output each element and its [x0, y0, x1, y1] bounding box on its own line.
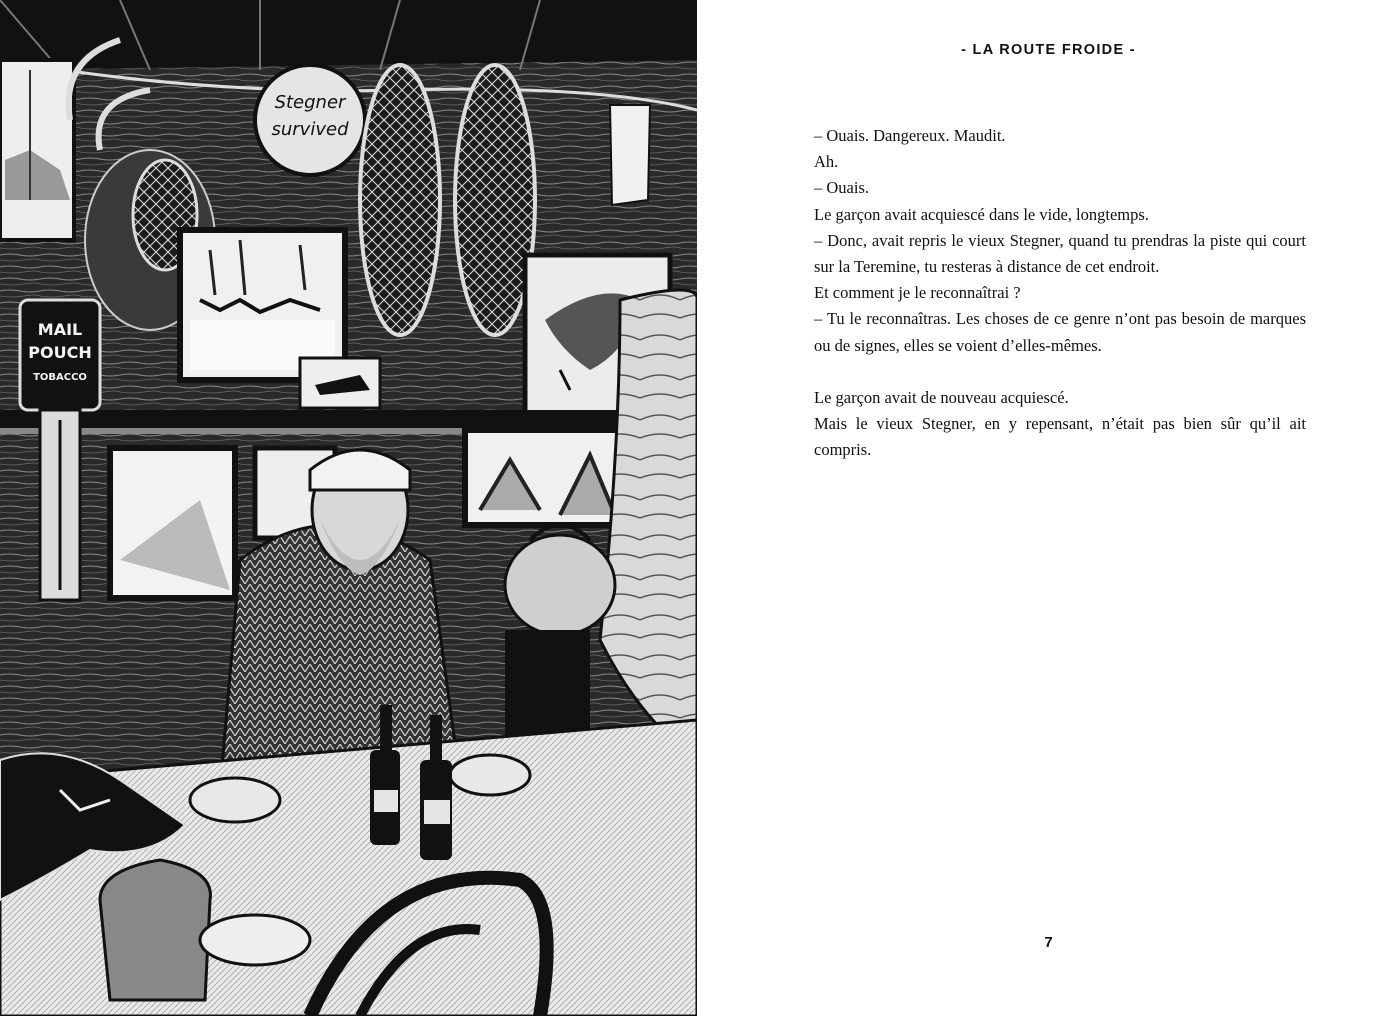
- paragraph-4: Le garçon avait acquiescé dans le vide, longtemps.: [814, 204, 1149, 224]
- paragraph-7: – Tu le reconnaîtras. Les choses de ce genre n’ont pas besoin de marques ou de signes, elles se voient d’elles-mêmes.: [814, 309, 1306, 355]
- paragraph-8: Le garçon avait de nouveau acquiescé.: [814, 388, 1069, 408]
- poster-line-2: POUCH: [28, 343, 92, 362]
- cabin-illustration-icon: [0, 0, 697, 1016]
- paragraph-9: Mais le vieux Stegner, en y repensant, n’était pas bien sûr qu’il ait compris.: [814, 414, 1306, 460]
- paragraph-5: – Donc, avait repris le vieux Stegner, quand tu prendras la piste qui court sur la Teremine, tu resteras à distance de cet endroit.: [814, 230, 1306, 277]
- paragraph-3: – Ouais.: [814, 178, 869, 198]
- text-page: [697, 0, 1400, 1016]
- poster-line-1: MAIL: [37, 320, 83, 339]
- running-head: - LA ROUTE FROIDE -: [961, 42, 1136, 58]
- body-text: [814, 123, 1306, 464]
- paragraph-6: Et comment je le reconnaîtrai ?: [814, 283, 1021, 303]
- cabin-illustration: [0, 0, 697, 1016]
- sign-text: Stegner: [274, 92, 346, 113]
- poster-line-3: TOBACCO: [33, 372, 87, 383]
- svg-text:survived: survived: [271, 119, 349, 140]
- page-number: 7: [1044, 934, 1053, 951]
- paragraph-2: Ah.: [814, 152, 839, 172]
- paragraph-1: – Ouais. Dangereux. Maudit.: [814, 126, 1006, 145]
